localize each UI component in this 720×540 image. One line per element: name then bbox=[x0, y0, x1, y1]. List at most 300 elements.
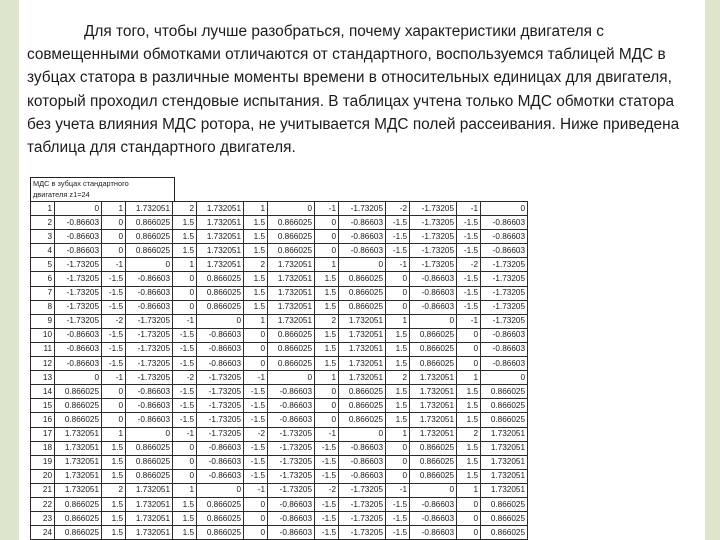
table-cell: -0.86603 bbox=[126, 413, 173, 427]
table-cell: 0.866025 bbox=[197, 497, 244, 511]
table-cell: -2 bbox=[386, 202, 410, 216]
table-cell: 0.866025 bbox=[410, 455, 457, 469]
table-cell: 0 bbox=[268, 371, 315, 385]
table-cell: 1.732051 bbox=[197, 258, 244, 272]
table-cell: 1.732051 bbox=[410, 385, 457, 399]
table-cell: 0.866025 bbox=[268, 230, 315, 244]
table-cell: 0 bbox=[55, 371, 102, 385]
table-cell: 0.866025 bbox=[55, 413, 102, 427]
table-cell: 0 bbox=[315, 230, 339, 244]
table-cell: 0 bbox=[244, 512, 268, 526]
table-cell: -0.86603 bbox=[410, 300, 457, 314]
mmf-table-container bbox=[30, 177, 528, 540]
table-cell: -1.73205 bbox=[55, 300, 102, 314]
table-cell: -1 bbox=[386, 258, 410, 272]
table-cell: 1.732051 bbox=[481, 441, 528, 455]
table-cell: 1.732051 bbox=[481, 469, 528, 483]
table-cell: -1.73205 bbox=[126, 357, 173, 371]
table-cell: -1.5 bbox=[386, 244, 410, 258]
table-row bbox=[31, 286, 528, 300]
table-cell: 0.866025 bbox=[55, 399, 102, 413]
table-cell: -1.5 bbox=[244, 399, 268, 413]
table-cell: 1.732051 bbox=[339, 328, 386, 342]
table-cell: 0.866025 bbox=[268, 216, 315, 230]
table-cell: -0.86603 bbox=[410, 272, 457, 286]
table-cell: 0 bbox=[173, 272, 197, 286]
table-cell: 1.5 bbox=[386, 399, 410, 413]
table-cell: 0 bbox=[457, 526, 481, 540]
table-cell: -1 bbox=[244, 371, 268, 385]
table-row bbox=[31, 512, 528, 526]
table-cell: -1 bbox=[457, 202, 481, 216]
table-cell: 0.866025 bbox=[481, 526, 528, 540]
table-cell: -0.86603 bbox=[481, 230, 528, 244]
table-cell: 1.5 bbox=[315, 342, 339, 356]
table-cell: 0 bbox=[457, 342, 481, 356]
table-cell: -0.86603 bbox=[126, 272, 173, 286]
table-cell: 1.5 bbox=[457, 469, 481, 483]
table-cell: 1.5 bbox=[173, 244, 197, 258]
table-cell: 1.5 bbox=[457, 399, 481, 413]
table-cell: -1.5 bbox=[102, 357, 126, 371]
table-cell: 1.5 bbox=[173, 497, 197, 511]
table-cell: -1.5 bbox=[386, 512, 410, 526]
table-cell: -1.73205 bbox=[126, 314, 173, 328]
table-cell: 0.866025 bbox=[410, 357, 457, 371]
tooth-number-cell: 21 bbox=[31, 483, 55, 497]
table-cell: 1.732051 bbox=[126, 512, 173, 526]
table-cell: 1.732051 bbox=[339, 371, 386, 385]
table-cell: -0.86603 bbox=[55, 342, 102, 356]
table-cell: 0 bbox=[173, 455, 197, 469]
table-cell: 0 bbox=[173, 286, 197, 300]
table-cell: 0 bbox=[457, 328, 481, 342]
table-cell: -1.73205 bbox=[339, 526, 386, 540]
table-cell: 0 bbox=[339, 427, 386, 441]
table-cell: -2 bbox=[457, 258, 481, 272]
table-cell: 0.866025 bbox=[410, 342, 457, 356]
table-cell: 0.866025 bbox=[126, 441, 173, 455]
table-cell: 1.5 bbox=[386, 413, 410, 427]
table-cell: 1.5 bbox=[457, 413, 481, 427]
table-cell: 1.5 bbox=[244, 300, 268, 314]
table-cell: 0.866025 bbox=[197, 526, 244, 540]
table-cell: 0.866025 bbox=[55, 512, 102, 526]
table-cell: 1.5 bbox=[102, 455, 126, 469]
table-cell: -1 bbox=[173, 314, 197, 328]
table-cell: 1 bbox=[173, 483, 197, 497]
table-cell: 1.5 bbox=[457, 385, 481, 399]
table-cell: -1.5 bbox=[173, 357, 197, 371]
table-cell: 1.732051 bbox=[410, 413, 457, 427]
table-cell: 1.5 bbox=[315, 328, 339, 342]
table-cell: 2 bbox=[457, 427, 481, 441]
intro-paragraph: Для того, чтобы лучше разобраться, почему характеристики двигателя с совмещенными обмотками отличаются от стандартного, воспользуемся таблицей МДС в зубцах статора в различные моменты времени в относительных единицах для двигателя, который проходил стендовые испытания. В таблицах учтена только МДС обмотки статора без учета влияния МДС ротора, не учитывается МДС полей рассеивания. Ниже приведена таблица для стандартного двигателя. bbox=[27, 23, 680, 157]
table-row bbox=[31, 314, 528, 328]
table-cell: 0 bbox=[102, 385, 126, 399]
table-cell: 1 bbox=[386, 427, 410, 441]
table-cell: 1.732051 bbox=[481, 455, 528, 469]
tooth-number-cell: 10 bbox=[31, 328, 55, 342]
table-row bbox=[31, 413, 528, 427]
table-cell: 0 bbox=[410, 483, 457, 497]
table-cell: -1.73205 bbox=[339, 497, 386, 511]
table-cell: 0 bbox=[315, 385, 339, 399]
table-caption-line-1: МДС в зубцах стандартного bbox=[33, 179, 129, 188]
tooth-number-cell: 13 bbox=[31, 371, 55, 385]
table-cell: 1.732051 bbox=[268, 300, 315, 314]
table-cell: 0 bbox=[386, 441, 410, 455]
table-cell: 1.5 bbox=[102, 469, 126, 483]
table-cell: 1.5 bbox=[244, 230, 268, 244]
table-cell: 1.5 bbox=[102, 512, 126, 526]
table-cell: 0.866025 bbox=[339, 286, 386, 300]
table-cell: 1.732051 bbox=[410, 399, 457, 413]
table-cell: -1.5 bbox=[457, 272, 481, 286]
table-cell: 2 bbox=[244, 258, 268, 272]
table-cell: -1.5 bbox=[244, 413, 268, 427]
table-cell: -1.5 bbox=[386, 216, 410, 230]
table-row bbox=[31, 202, 528, 216]
table-cell: -1.5 bbox=[315, 441, 339, 455]
table-cell: -1.5 bbox=[386, 230, 410, 244]
table-cell: -0.86603 bbox=[268, 512, 315, 526]
table-cell: -0.86603 bbox=[339, 469, 386, 483]
table-cell: 1.732051 bbox=[481, 483, 528, 497]
table-cell: 0 bbox=[386, 272, 410, 286]
table-cell: 0 bbox=[386, 455, 410, 469]
table-cell: -1.5 bbox=[457, 286, 481, 300]
table-cell: 0 bbox=[244, 357, 268, 371]
table-cell: 0 bbox=[244, 328, 268, 342]
table-cell: -2 bbox=[315, 483, 339, 497]
table-cell: 1.732051 bbox=[268, 272, 315, 286]
table-cell: 0 bbox=[315, 399, 339, 413]
table-cell: -1.5 bbox=[244, 385, 268, 399]
table-cell: 0.866025 bbox=[197, 512, 244, 526]
table-cell: 0.866025 bbox=[410, 469, 457, 483]
table-cell: -0.86603 bbox=[197, 469, 244, 483]
table-row bbox=[31, 469, 528, 483]
table-cell: -0.86603 bbox=[339, 230, 386, 244]
table-cell: 0 bbox=[457, 512, 481, 526]
table-cell: 1.732051 bbox=[339, 314, 386, 328]
table-cell: 0 bbox=[244, 497, 268, 511]
table-cell: -1.73205 bbox=[481, 272, 528, 286]
table-cell: 1.5 bbox=[457, 455, 481, 469]
table-cell: 1 bbox=[386, 314, 410, 328]
table-cell: -1.5 bbox=[102, 300, 126, 314]
table-cell: 0 bbox=[102, 244, 126, 258]
table-cell: 0.866025 bbox=[197, 272, 244, 286]
table-cell: -0.86603 bbox=[268, 526, 315, 540]
table-cell: -1.73205 bbox=[126, 328, 173, 342]
table-cell: 1.732051 bbox=[268, 258, 315, 272]
table-cell: 1.5 bbox=[386, 357, 410, 371]
table-cell: -1.73205 bbox=[481, 286, 528, 300]
table-cell: -2 bbox=[244, 427, 268, 441]
tooth-number-cell: 18 bbox=[31, 441, 55, 455]
table-cell: 0 bbox=[315, 244, 339, 258]
table-cell: -1.5 bbox=[386, 497, 410, 511]
table-cell: -0.86603 bbox=[339, 441, 386, 455]
table-cell: -1.5 bbox=[457, 300, 481, 314]
table-cell: 1.732051 bbox=[481, 427, 528, 441]
table-cell: 0.866025 bbox=[339, 272, 386, 286]
table-cell: -1.5 bbox=[173, 342, 197, 356]
table-cell: -1.5 bbox=[315, 469, 339, 483]
table-cell: 1.732051 bbox=[55, 483, 102, 497]
table-cell: 1.5 bbox=[173, 512, 197, 526]
table-cell: 0 bbox=[126, 427, 173, 441]
table-cell: 1 bbox=[102, 427, 126, 441]
table-cell: -1.5 bbox=[173, 399, 197, 413]
tooth-number-cell: 14 bbox=[31, 385, 55, 399]
table-cell: -1.73205 bbox=[55, 314, 102, 328]
table-cell: 1 bbox=[457, 483, 481, 497]
table-cell: 1.732051 bbox=[55, 455, 102, 469]
table-row bbox=[31, 300, 528, 314]
table-cell: -1.73205 bbox=[268, 483, 315, 497]
table-cell: 1.732051 bbox=[268, 314, 315, 328]
table-cell: -0.86603 bbox=[197, 342, 244, 356]
table-cell: -1.73205 bbox=[126, 371, 173, 385]
table-cell: 0.866025 bbox=[55, 497, 102, 511]
tooth-number-cell: 11 bbox=[31, 342, 55, 356]
table-cell: -0.86603 bbox=[481, 216, 528, 230]
table-cell: 0 bbox=[315, 413, 339, 427]
table-cell: 0 bbox=[315, 216, 339, 230]
table-cell: -1 bbox=[315, 202, 339, 216]
table-cell: -0.86603 bbox=[481, 244, 528, 258]
table-cell: -1 bbox=[386, 483, 410, 497]
table-cell: -1.73205 bbox=[268, 455, 315, 469]
table-row bbox=[31, 526, 528, 540]
tooth-number-cell: 8 bbox=[31, 300, 55, 314]
table-cell: 0 bbox=[410, 314, 457, 328]
table-cell: -2 bbox=[173, 371, 197, 385]
table-cell: -1.73205 bbox=[339, 512, 386, 526]
table-cell: 0.866025 bbox=[268, 244, 315, 258]
table-cell: 1.732051 bbox=[410, 427, 457, 441]
table-cell: -1.73205 bbox=[410, 258, 457, 272]
tooth-number-cell: 17 bbox=[31, 427, 55, 441]
table-cell: 0.866025 bbox=[481, 385, 528, 399]
table-cell: -1 bbox=[102, 371, 126, 385]
table-cell: -1.73205 bbox=[268, 427, 315, 441]
table-cell: 0 bbox=[173, 469, 197, 483]
table-cell: -1.73205 bbox=[339, 202, 386, 216]
table-cell: -0.86603 bbox=[268, 399, 315, 413]
table-row bbox=[31, 244, 528, 258]
table-cell: -1.73205 bbox=[481, 300, 528, 314]
table-row bbox=[31, 230, 528, 244]
table-cell: -1.5 bbox=[173, 413, 197, 427]
table-cell: 0 bbox=[197, 483, 244, 497]
table-cell: 1.5 bbox=[244, 286, 268, 300]
table-cell: 1 bbox=[244, 314, 268, 328]
table-cell: 0 bbox=[55, 202, 102, 216]
document-page bbox=[19, 0, 705, 540]
table-cell: 1.5 bbox=[173, 230, 197, 244]
table-cell: 1.732051 bbox=[197, 244, 244, 258]
table-cell: -0.86603 bbox=[126, 399, 173, 413]
table-cell: -0.86603 bbox=[481, 357, 528, 371]
tooth-number-cell: 2 bbox=[31, 216, 55, 230]
table-cell: 1.5 bbox=[386, 328, 410, 342]
table-cell: 1.732051 bbox=[197, 216, 244, 230]
table-row bbox=[31, 427, 528, 441]
table-cell: 1.732051 bbox=[126, 483, 173, 497]
table-cell: -1.73205 bbox=[197, 371, 244, 385]
table-cell: 0 bbox=[102, 399, 126, 413]
table-cell: -1.5 bbox=[102, 286, 126, 300]
table-cell: 0 bbox=[244, 526, 268, 540]
table-cell: -1.5 bbox=[315, 497, 339, 511]
table-cell: -0.86603 bbox=[126, 300, 173, 314]
table-cell: 0 bbox=[457, 497, 481, 511]
table-cell: 0.866025 bbox=[197, 300, 244, 314]
table-cell: 0.866025 bbox=[55, 385, 102, 399]
table-cell: 0.866025 bbox=[339, 399, 386, 413]
table-cell: -1.73205 bbox=[126, 342, 173, 356]
table-cell: -0.86603 bbox=[410, 286, 457, 300]
table-cell: -0.86603 bbox=[197, 328, 244, 342]
table-cell: 0.866025 bbox=[268, 357, 315, 371]
table-cell: 0.866025 bbox=[481, 399, 528, 413]
table-cell: 1.732051 bbox=[339, 357, 386, 371]
table-cell: 0 bbox=[457, 357, 481, 371]
table-cell: 1.5 bbox=[315, 300, 339, 314]
tooth-number-cell: 9 bbox=[31, 314, 55, 328]
table-cell: 1.732051 bbox=[55, 441, 102, 455]
table-cell: 0 bbox=[386, 469, 410, 483]
tooth-number-cell: 6 bbox=[31, 272, 55, 286]
table-cell: -0.86603 bbox=[481, 328, 528, 342]
tooth-number-cell: 4 bbox=[31, 244, 55, 258]
table-cell: -1.73205 bbox=[55, 258, 102, 272]
table-cell: 0 bbox=[126, 258, 173, 272]
table-cell: -1.73205 bbox=[197, 399, 244, 413]
table-cell: 0 bbox=[481, 202, 528, 216]
table-cell: -1 bbox=[173, 427, 197, 441]
table-row bbox=[31, 328, 528, 342]
table-cell: 0.866025 bbox=[126, 216, 173, 230]
table-cell: -1 bbox=[102, 258, 126, 272]
table-cell: 1.5 bbox=[102, 497, 126, 511]
table-cell: 1.5 bbox=[173, 216, 197, 230]
table-cell: -0.86603 bbox=[55, 230, 102, 244]
table-cell: 0 bbox=[386, 286, 410, 300]
table-cell: -0.86603 bbox=[197, 441, 244, 455]
table-cell: 0.866025 bbox=[126, 230, 173, 244]
table-caption bbox=[30, 177, 175, 201]
mmf-table bbox=[30, 201, 528, 540]
tooth-number-cell: 1 bbox=[31, 202, 55, 216]
tooth-number-cell: 7 bbox=[31, 286, 55, 300]
table-row bbox=[31, 455, 528, 469]
table-cell: -1.73205 bbox=[339, 483, 386, 497]
table-cell: 0 bbox=[173, 441, 197, 455]
table-cell: -0.86603 bbox=[126, 286, 173, 300]
table-cell: -1.5 bbox=[102, 342, 126, 356]
tooth-number-cell: 24 bbox=[31, 526, 55, 540]
table-cell: -1.73205 bbox=[481, 258, 528, 272]
table-row bbox=[31, 258, 528, 272]
table-cell: 0 bbox=[481, 371, 528, 385]
table-cell: 1 bbox=[102, 202, 126, 216]
table-cell: -1 bbox=[457, 314, 481, 328]
table-cell: -1.5 bbox=[102, 328, 126, 342]
table-cell: 1.732051 bbox=[55, 427, 102, 441]
table-cell: 0.866025 bbox=[197, 286, 244, 300]
table-cell: -0.86603 bbox=[339, 455, 386, 469]
table-cell: 1 bbox=[457, 371, 481, 385]
table-cell: 0.866025 bbox=[268, 342, 315, 356]
table-cell: -1.73205 bbox=[410, 202, 457, 216]
table-cell: -0.86603 bbox=[339, 244, 386, 258]
table-cell: 1.5 bbox=[386, 385, 410, 399]
table-cell: 1.732051 bbox=[410, 371, 457, 385]
table-cell: 1.5 bbox=[386, 342, 410, 356]
table-cell: -1.73205 bbox=[197, 385, 244, 399]
table-cell: -1.73205 bbox=[481, 314, 528, 328]
table-cell: 1.5 bbox=[102, 526, 126, 540]
table-cell: -1.5 bbox=[315, 512, 339, 526]
table-cell: -1.73205 bbox=[410, 244, 457, 258]
table-cell: -1.5 bbox=[386, 526, 410, 540]
table-cell: -1.5 bbox=[457, 244, 481, 258]
table-row bbox=[31, 483, 528, 497]
tooth-number-cell: 19 bbox=[31, 455, 55, 469]
table-cell: 0 bbox=[339, 258, 386, 272]
tooth-number-cell: 22 bbox=[31, 497, 55, 511]
table-row bbox=[31, 357, 528, 371]
table-cell: -1.73205 bbox=[268, 441, 315, 455]
table-cell: -1 bbox=[244, 483, 268, 497]
table-cell: 0.866025 bbox=[339, 385, 386, 399]
table-cell: -1.5 bbox=[173, 385, 197, 399]
table-cell: 1.732051 bbox=[197, 230, 244, 244]
table-cell: -1.5 bbox=[457, 216, 481, 230]
table-cell: -0.86603 bbox=[410, 526, 457, 540]
table-cell: -0.86603 bbox=[268, 385, 315, 399]
table-cell: 1.732051 bbox=[55, 469, 102, 483]
table-cell: -0.86603 bbox=[339, 216, 386, 230]
table-cell: 0.866025 bbox=[410, 328, 457, 342]
table-cell: 1.5 bbox=[315, 357, 339, 371]
table-cell: 1.732051 bbox=[339, 342, 386, 356]
table-cell: 1.5 bbox=[173, 526, 197, 540]
tooth-number-cell: 15 bbox=[31, 399, 55, 413]
table-cell: 1.5 bbox=[244, 244, 268, 258]
table-row bbox=[31, 216, 528, 230]
table-cell: -0.86603 bbox=[268, 497, 315, 511]
table-cell: -1.5 bbox=[102, 272, 126, 286]
tooth-number-cell: 3 bbox=[31, 230, 55, 244]
table-row bbox=[31, 272, 528, 286]
table-cell: -1.5 bbox=[244, 455, 268, 469]
table-row bbox=[31, 399, 528, 413]
table-cell: -2 bbox=[102, 314, 126, 328]
table-cell: -1.5 bbox=[457, 230, 481, 244]
table-cell: 1 bbox=[315, 258, 339, 272]
table-cell: 1.5 bbox=[244, 216, 268, 230]
table-cell: -1.73205 bbox=[55, 286, 102, 300]
table-cell: -0.86603 bbox=[55, 357, 102, 371]
table-cell: 0 bbox=[102, 413, 126, 427]
table-caption-line-2: двигателя z1=24 bbox=[33, 190, 90, 199]
